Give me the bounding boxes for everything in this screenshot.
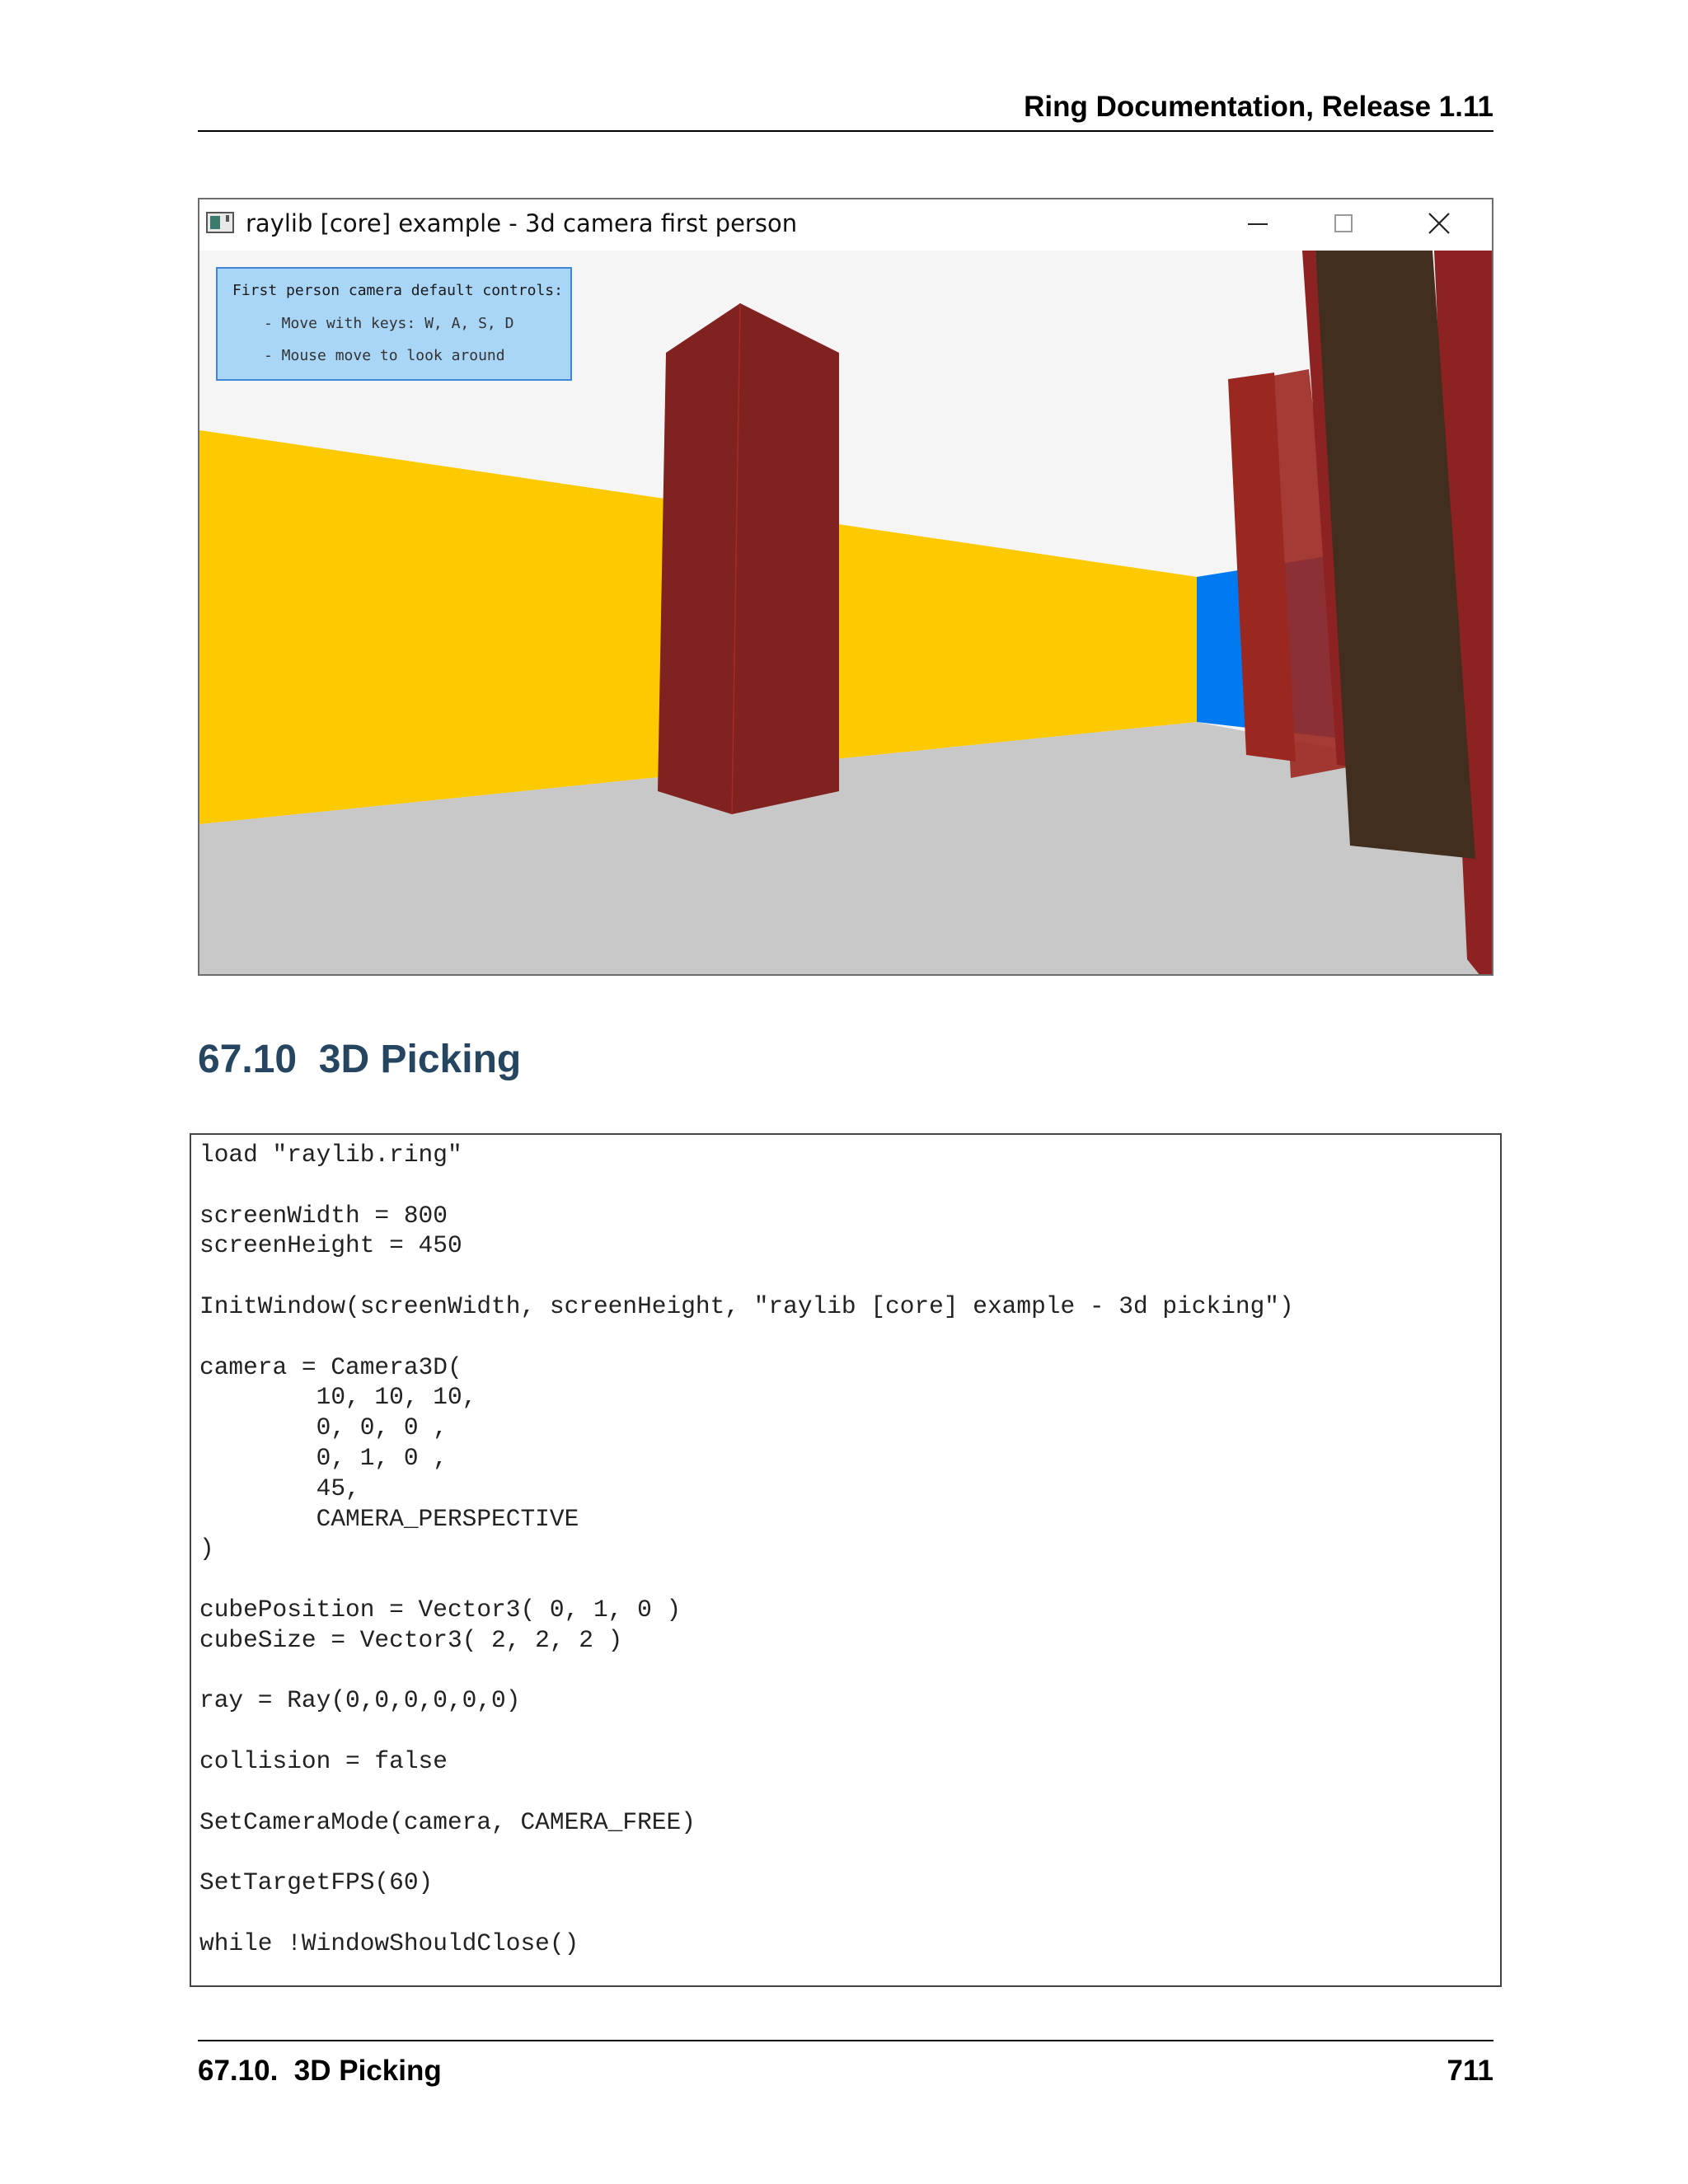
info-box-line: - Mouse move to look around [264,347,505,364]
controls-info-box [216,267,572,381]
column-left-face [658,303,740,814]
footer-section: 67.10. 3D Picking [198,2055,442,2087]
code-line: cubePosition = Vector3( 0, 1, 0 ) [199,1595,682,1624]
section-title: 67.10 3D Picking [198,1038,522,1081]
code-line: load "raylib.ring" [199,1141,462,1169]
code-listing [199,1140,1294,1959]
code-line: SetCameraMode(camera, CAMERA_FREE) [199,1807,696,1836]
code-line: 0, 0, 0 , [199,1413,448,1442]
window-title: raylib [core] example - 3d camera first person [246,209,798,237]
code-line: SetTargetFPS(60) [199,1868,434,1897]
info-box-title: First person camera default controls: [232,282,563,299]
code-line: while !WindowShouldClose() [199,1929,579,1957]
code-line [199,1898,1294,1929]
maximize-icon[interactable] [1325,208,1362,241]
app-icon [206,212,234,233]
header-title: Ring Documentation, Release 1.11 [1024,91,1493,123]
page-number: 711 [1447,2055,1493,2087]
code-block [190,1133,1502,1987]
code-line: ) [199,1535,214,1563]
code-line [199,1564,1294,1595]
code-line [199,1837,1294,1868]
code-line: camera = Camera3D( [199,1352,462,1381]
code-line [199,1777,1294,1807]
column-right-face [732,303,839,814]
code-line: CAMERA_PERSPECTIVE [199,1504,579,1533]
code-line: screenHeight = 450 [199,1231,462,1260]
app-window-screenshot [198,198,1493,976]
code-line [199,1322,1294,1352]
close-icon[interactable] [1421,208,1457,241]
code-line [199,1261,1294,1291]
code-line: cubeSize = Vector3( 2, 2, 2 ) [199,1625,623,1654]
code-line: collision = false [199,1746,448,1775]
running-header [198,91,1493,132]
code-line: InitWindow(screenWidth, screenHeight, "raylib [core] example - 3d picking") [199,1291,1294,1320]
code-line: 0, 1, 0 , [199,1443,448,1472]
window-titlebar [199,199,1492,251]
info-box-line: - Move with keys: W, A, S, D [264,315,514,332]
code-line: ray = Ray(0,0,0,0,0,0) [199,1686,521,1715]
code-line: 45, [199,1474,360,1502]
code-line [199,1656,1294,1686]
running-footer [198,2040,1493,2107]
code-line [199,1170,1294,1201]
code-line: screenWidth = 800 [199,1201,448,1230]
3d-scene-viewport[interactable] [199,251,1492,976]
code-line: 10, 10, 10, [199,1383,477,1412]
code-line [199,1716,1294,1746]
minimize-icon[interactable] [1240,208,1276,241]
